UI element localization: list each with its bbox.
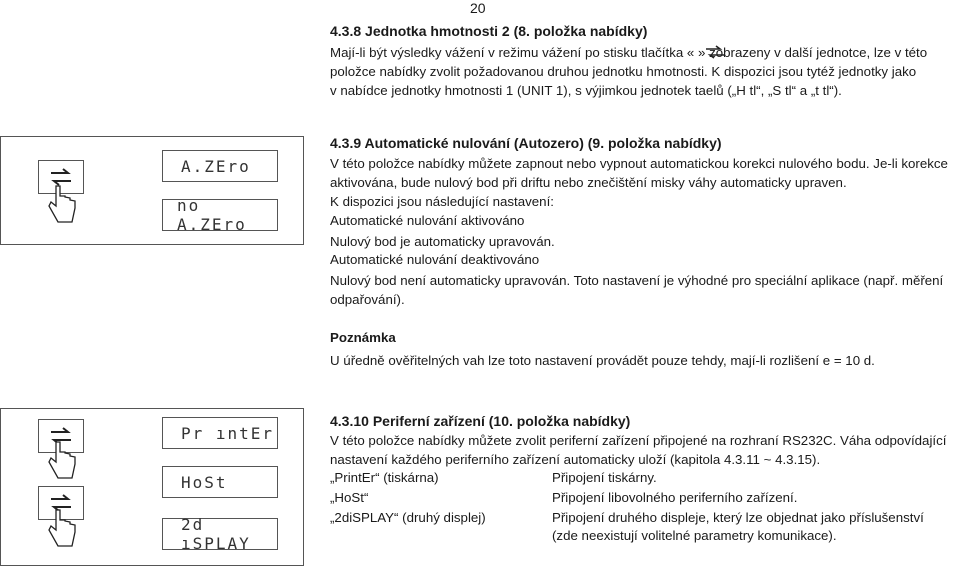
lcd-display-printer: Pr ıntEr (162, 417, 278, 449)
text-line: V této položce nabídky můžete zapnout nebo vypnout automatickou korekci nulového bodu. Je-li korekce (330, 156, 948, 171)
lcd-display-host: HoSt (162, 466, 278, 498)
pointing-hand-icon (46, 440, 78, 489)
text-line: Mají-li být výsledky vážení v režimu vážení po stisku tlačítka « » zobrazeny v další jednotce, lze v této (330, 45, 928, 60)
text-line: Nulový bod není automaticky upravován. Toto nastavení je výhodné pro speciální aplikace (např. měření (330, 273, 944, 288)
note-title: Poznámka (330, 330, 396, 345)
text-line: aktivována, bude nulový bod při driftu nebo znečištění misky váhy automaticky upraven. (330, 175, 847, 190)
option-2display-value: Připojení druhého displeje, který lze objednat jako příslušenství (552, 510, 924, 525)
section-4-3-9-text (330, 154, 948, 192)
option-2display-key: „2diSPLAY“ (druhý displej) (330, 510, 486, 525)
available-settings-label: K dispozici jsou následující nastavení: (330, 194, 554, 209)
lcd-display-2display: 2d ıSPLAY (162, 518, 278, 550)
text-line: V této položce nabídky můžete zvolit periferní zařízení připojené na rozhraní RS232C. Váha odpovídající (330, 433, 947, 448)
option-host-key: „HoSt“ (330, 490, 369, 505)
section-4-3-8-text (330, 43, 959, 100)
cycle-arrow-icon (704, 45, 726, 64)
option-printer-value: Připojení tiskárny. (552, 470, 657, 485)
page-number: 20 (470, 0, 486, 16)
section-4-3-8-heading: 4.3.8 Jednotka hmotnosti 2 (8. položka nabídky) (330, 23, 648, 39)
option-autozero-on-title: Automatické nulování aktivováno (330, 213, 525, 228)
lcd-display-autozero-off: no A.ZEro (162, 199, 278, 231)
option-2display-value-cont: (zde neexistují volitelné parametry komunikace). (552, 528, 837, 543)
text-line: položce nabídky zvolit požadovanou druhou jednotku hmotnosti. K dispozici jsou tytéž jednotky jako (330, 64, 917, 79)
lcd-display-autozero-on: A.ZEro (162, 150, 278, 182)
option-autozero-off-title: Automatické nulování deaktivováno (330, 252, 540, 267)
note-text: U úředně ověřitelných vah lze toto nastavení provádět pouze tehdy, mají-li rozlišení e = 10 d. (330, 353, 875, 368)
pointing-hand-icon (46, 508, 78, 557)
section-4-3-10-heading: 4.3.10 Periferní zařízení (10. položka nabídky) (330, 413, 631, 429)
option-autozero-off-text (330, 271, 943, 309)
text-line: nastavení každého periferního zařízení automaticky uloží (kapitola 4.3.11 ~ 4.3.15). (330, 452, 821, 467)
option-autozero-on-text: Nulový bod je automaticky upravován. (330, 234, 555, 249)
pointing-hand-icon (46, 184, 78, 233)
option-printer-key: „PrintEr“ (tiskárna) (330, 470, 439, 485)
text-line: odpařování). (330, 292, 405, 307)
option-host-value: Připojení libovolného periferního zařízení. (552, 490, 798, 505)
section-4-3-9-heading: 4.3.9 Automatické nulování (Autozero) (9. položka nabídky) (330, 135, 722, 151)
section-4-3-10-text (330, 431, 946, 469)
text-line: v nabídce jednotky hmotnosti 1 (UNIT 1), s výjimkou jednotek taelů („H tl“, „S tl“ a „t tl“). (330, 83, 842, 98)
